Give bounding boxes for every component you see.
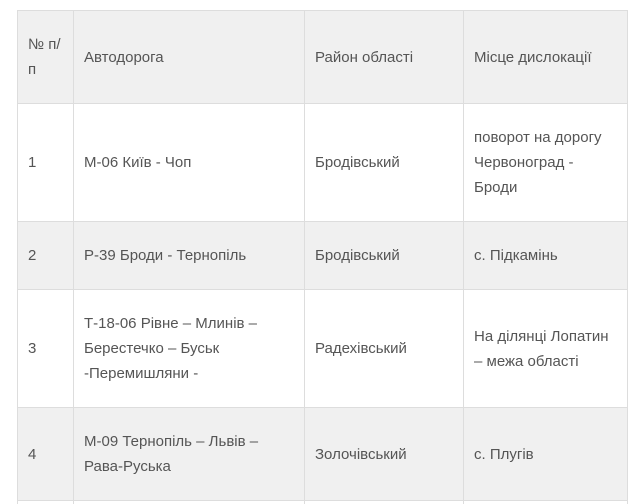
cell-location: поворот на дорогу Червоноград - Броди	[464, 104, 628, 222]
table-header	[18, 11, 628, 104]
header-cell-number: № п/п	[18, 11, 74, 104]
cell-road: Т-18-06 Рівне – Млинів – Берестечко – Буськ -Перемишляни -	[74, 290, 305, 408]
empty-cell	[305, 501, 464, 504]
cell-number: 4	[18, 408, 74, 501]
cell-number: 1	[18, 104, 74, 222]
table-row	[18, 104, 628, 222]
header-row	[18, 11, 628, 104]
table-row	[18, 290, 628, 408]
empty-cell	[464, 501, 628, 504]
header-cell-road: Автодорога	[74, 11, 305, 104]
cell-location: с. Підкамінь	[464, 222, 628, 290]
header-cell-location: Місце дислокації	[464, 11, 628, 104]
partial-row	[18, 501, 628, 504]
cell-district: Бродівський	[305, 104, 464, 222]
cell-location: На ділянці Лопатин – межа області	[464, 290, 628, 408]
header-cell-district: Район області	[305, 11, 464, 104]
table-row	[18, 408, 628, 501]
cell-road: М-09 Тернопіль – Львів – Рава-Руська	[74, 408, 305, 501]
cell-number: 2	[18, 222, 74, 290]
cell-number: 3	[18, 290, 74, 408]
cell-location: с. Плугів	[464, 408, 628, 501]
cell-road: Р-39 Броди - Тернопіль	[74, 222, 305, 290]
cell-district: Радехівський	[305, 290, 464, 408]
table-row	[18, 222, 628, 290]
road-checkpoints-table	[17, 10, 628, 504]
cell-road: М-06 Київ - Чоп	[74, 104, 305, 222]
cell-district: Золочівський	[305, 408, 464, 501]
empty-cell	[18, 501, 74, 504]
table-body	[18, 104, 628, 504]
empty-cell	[74, 501, 305, 504]
cell-district: Бродівський	[305, 222, 464, 290]
